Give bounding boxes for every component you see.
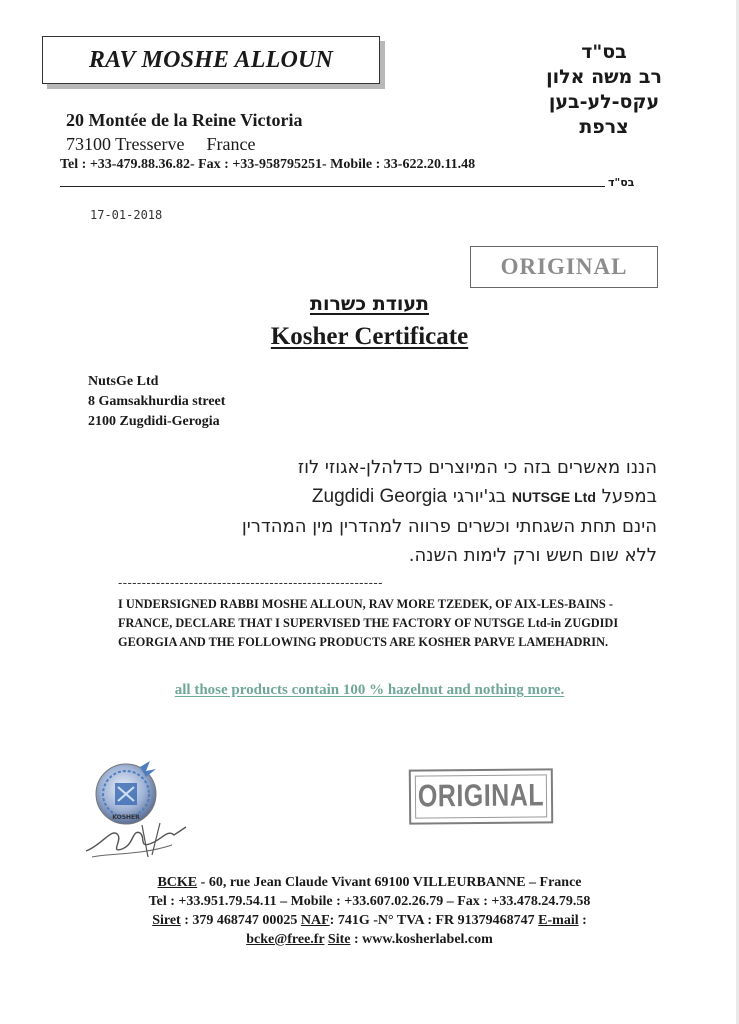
address-line-2 [66,134,256,155]
seal-text: KOSHER [112,814,140,821]
contact-line: Tel : +33-479.88.36.82- Fax : +33-958795251- Mobile : 33-622.20.11.48 [60,157,476,172]
english-title-text: Kosher Certificate [270,323,469,350]
hebrew-body-line-3: הינם תחת השגחתי וכשרים פרווה למהדרין מין המהדרין [241,516,657,537]
original-stamp [409,768,553,824]
hebrew-header-line: רב משה אלון [546,66,662,88]
english-title [0,323,739,351]
original-label: ORIGINAL [500,254,628,279]
original-stamp-text: ORIGINAL [417,777,545,814]
hebrew-word: בג'יורגי [452,486,507,507]
kosher-seal-icon [82,757,202,862]
company-block [88,372,225,432]
factory-name: NUTSGE Ltd [511,489,596,505]
footer-line-4 [0,930,739,949]
email-colon: : [578,913,587,928]
naf-label: NAF [300,913,330,928]
hebrew-body-line-2 [160,482,657,512]
rabbi-name-box [42,36,380,84]
footer-org: BCKE [157,875,198,890]
hebrew-header [529,40,679,140]
english-declaration: I UNDERSIGNED RABBI MOSHE ALLOUN, RAV MORE TZEDEK, OF AIX-LES-BAINS - FRANCE, DECLARE THAT I SUPERVISED THE FACTORY OF NUTSGE Ltd-in ZUGDIDI GEORGIA AND THE FOLLOWING PRODUCTS ARE KOSHER PARVE LAMEHADRIN. [118,597,619,649]
naf-value: : 741G -N° TVA : FR 91379468747 [329,913,539,928]
siret-value: : 379 468747 00025 [180,913,301,928]
company-city: 2100 Zugdidi-Gerogia [88,414,220,429]
hazelnut-note-text: all those products contain 100 % hazelnut and nothing more. [174,682,565,698]
hebrew-title-text: תעודת כשרות [309,293,430,315]
factory-location: Zugdidi Georgia [311,486,448,507]
address-line-1: 20 Montée de la Reine Victoria [66,110,303,130]
country: France [206,134,256,154]
original-label-box [470,246,658,288]
footer-line-2: Tel : +33.951.79.54.11 – Mobile : +33.607.02.26.79 – Fax : +33.478.24.79.58 [148,894,591,909]
company-name: NutsGe Ltd [88,374,159,389]
hebrew-word: במפעל [601,486,657,507]
email-link[interactable]: bcke@free.fr [246,932,325,947]
rabbi-name: RAV MOSHE ALLOUN [88,46,334,73]
site-link[interactable]: : www.kosherlabel.com [350,932,493,947]
email-label: E-mail [538,913,579,928]
certificate-date: 17-01-2018 [90,208,163,222]
company-street: 8 Gamsakhurdia street [88,394,226,409]
hebrew-body [160,453,657,570]
hebrew-body-line-4: ללא שום חשש ורק לימות השנה. [408,545,657,566]
dashed-separator: -------------------------------------------------------- [118,575,383,590]
hebrew-title [0,293,739,315]
footer-line-1 [0,873,739,892]
footer-address: - 60, rue Jean Claude Vivant 69100 VILLEURBANNE – France [197,875,582,890]
site-label: Site [327,932,351,947]
postcode-city: 73100 Tresserve [66,134,185,154]
hebrew-header-line: עקס-לע-בען [548,91,660,113]
hebrew-body-line-1: הננו מאשרים בזה כי המיוצרים כדלהלן-אגוזי לוז [297,457,657,478]
footer [0,873,739,949]
hebrew-header-line: בס"ד [581,41,627,63]
bsd-small: בס"ד [608,176,635,189]
footer-line-3 [0,911,739,930]
header-divider [60,186,605,187]
siret-label: Siret [152,913,181,928]
hebrew-header-line: צרפת [579,116,629,138]
hazelnut-note [0,682,739,699]
